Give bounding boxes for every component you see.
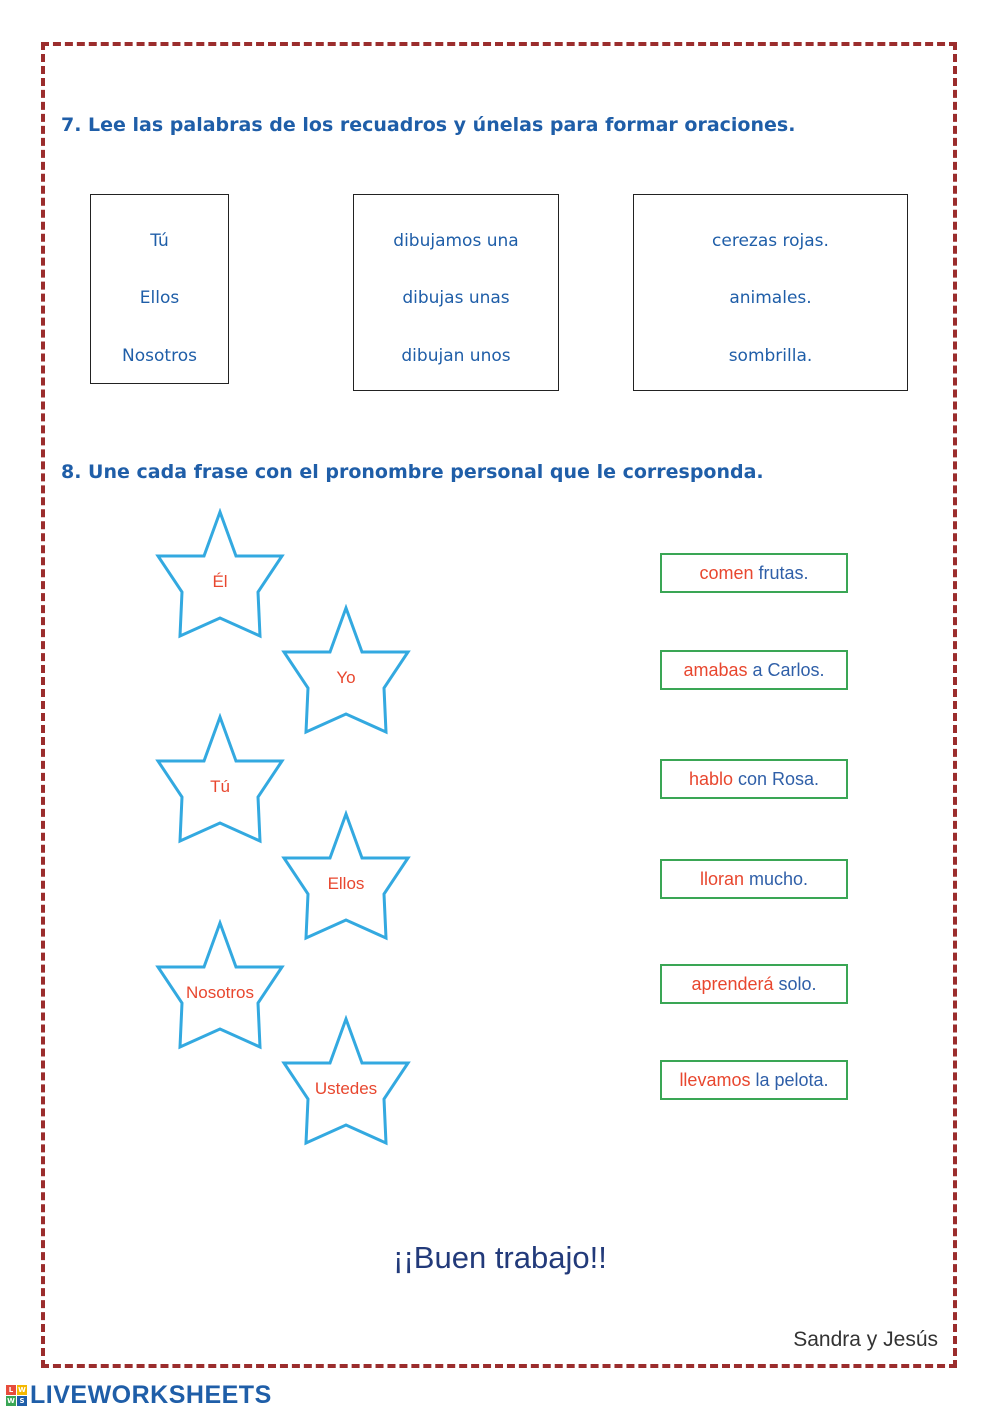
pronoun-star[interactable]: [280, 1015, 412, 1147]
phrase-rest: solo.: [778, 973, 817, 994]
pronoun-star[interactable]: [154, 713, 286, 845]
phrase-verb: lloran: [699, 868, 744, 889]
phrase-rest: mucho.: [749, 868, 809, 889]
word-item[interactable]: dibujamos una: [393, 231, 519, 251]
star-label: Ustedes: [314, 1079, 378, 1098]
word-item[interactable]: cerezas rojas.: [712, 231, 829, 251]
word-box-objects: [633, 194, 908, 391]
liveworksheets-logo-icon: L W W S: [7, 1385, 26, 1405]
word-item[interactable]: Nosotros: [122, 346, 197, 366]
star-label: Ellos: [327, 874, 365, 893]
exercise-8-title: 8. Une cada frase con el pronombre personal que le corresponda.: [61, 461, 764, 483]
phrase-verb: comen: [699, 562, 754, 583]
word-item[interactable]: Tú: [150, 231, 169, 251]
star-label: Nosotros: [185, 983, 255, 1002]
word-item[interactable]: animales.: [729, 288, 812, 308]
word-item[interactable]: sombrilla.: [728, 346, 813, 366]
closing-message: ¡¡Buen trabajo!!: [393, 1240, 607, 1275]
star-label: Él: [212, 572, 228, 591]
word-box-verbs: [353, 194, 559, 391]
word-item[interactable]: Ellos: [139, 288, 180, 308]
word-item[interactable]: dibujan unos: [401, 346, 511, 366]
pronoun-star[interactable]: [154, 919, 286, 1051]
phrase-verb: hablo: [688, 768, 733, 789]
phrase-verb: llevamos: [679, 1069, 751, 1090]
liveworksheets-brand: [6, 1382, 272, 1408]
pronoun-star[interactable]: [154, 508, 286, 640]
phrase-box[interactable]: [660, 650, 848, 690]
brand-name: LIVEWORKSHEETS: [30, 1380, 272, 1409]
phrase-box[interactable]: [660, 859, 848, 899]
phrase-box[interactable]: [660, 553, 848, 593]
pronoun-star[interactable]: [280, 810, 412, 942]
author-credit: Sandra y Jesús: [793, 1328, 938, 1351]
phrase-verb: amabas: [683, 659, 748, 680]
phrase-box[interactable]: [660, 1060, 848, 1100]
star-label: Tú: [210, 777, 230, 796]
word-item[interactable]: dibujas unas: [402, 288, 510, 308]
star-label: Yo: [336, 668, 356, 687]
phrase-box[interactable]: [660, 759, 848, 799]
phrase-rest: frutas.: [758, 562, 809, 583]
phrase-verb: aprenderá: [691, 973, 774, 994]
word-box-subjects: [90, 194, 229, 384]
phrase-box[interactable]: [660, 964, 848, 1004]
phrase-rest: a Carlos.: [752, 659, 825, 680]
exercise-7-title: 7. Lee las palabras de los recuadros y únelas para formar oraciones.: [61, 114, 796, 136]
pronoun-star[interactable]: [280, 604, 412, 736]
phrase-rest: con Rosa.: [738, 768, 820, 789]
phrase-rest: la pelota.: [755, 1069, 829, 1090]
